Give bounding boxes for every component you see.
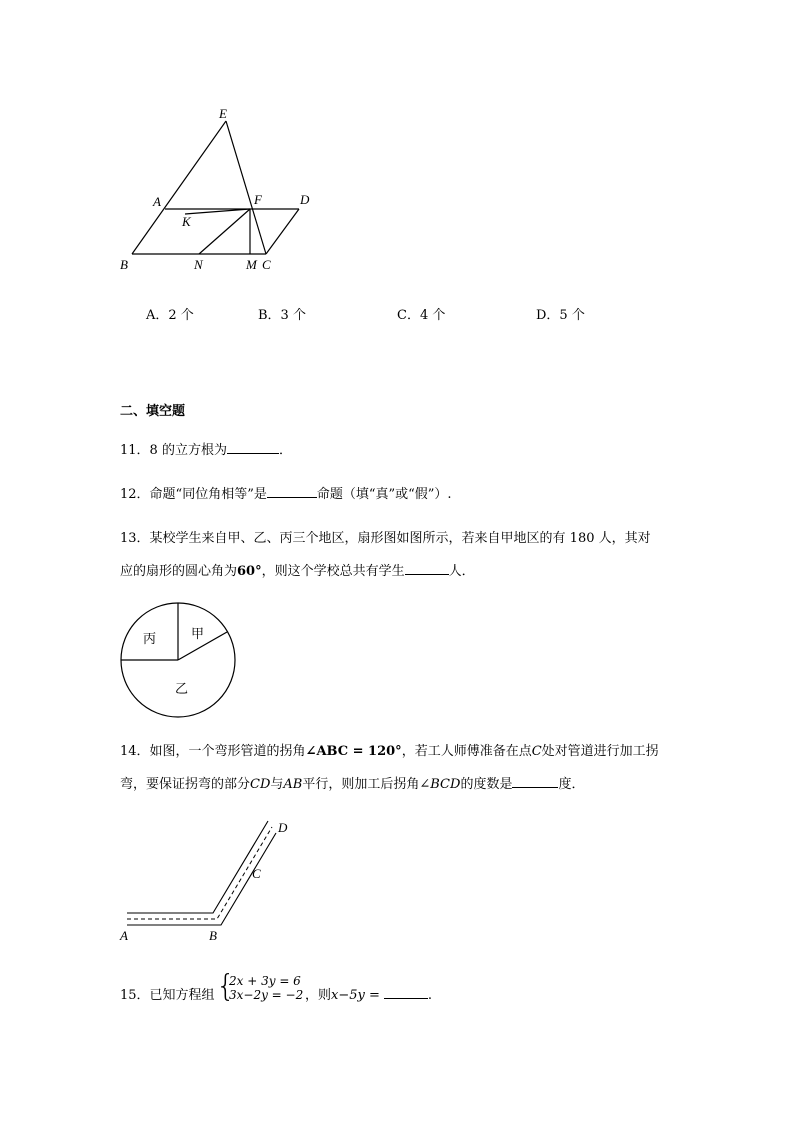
q14-line2-a: 弯，要保证拐弯的部分 bbox=[120, 777, 251, 792]
pipe-label-c: C bbox=[252, 866, 261, 881]
brace-icon: { bbox=[216, 969, 236, 1004]
q14-cd: CD bbox=[250, 777, 271, 792]
point-label-k: K bbox=[182, 214, 191, 229]
q13-line2-suffix: 人． bbox=[448, 564, 475, 579]
q14-ab: AB bbox=[283, 777, 303, 792]
q14-line2-b: 与 bbox=[270, 777, 284, 792]
q14-bcd: ∠BCD bbox=[419, 777, 461, 792]
q13-line2-prefix: 应的扇形的圆心角为 bbox=[120, 564, 238, 579]
point-label-f: F bbox=[254, 192, 262, 207]
point-label-e: E bbox=[219, 106, 227, 121]
point-label-b: B bbox=[120, 257, 128, 272]
pipe-label-a: A bbox=[120, 928, 128, 943]
pipe-label-d: D bbox=[278, 820, 288, 835]
q11-prefix: 11．8 的立方根为 bbox=[120, 443, 227, 458]
question-13-line-1: 13．某校学生来自甲、乙、丙三个地区，扇形图如图所示，若来自甲地区的有 180 人，其对 bbox=[120, 531, 651, 546]
q15-mid: ，则 bbox=[305, 988, 332, 1003]
pie-label-yi: 乙 bbox=[175, 682, 189, 697]
q11-suffix: ． bbox=[278, 443, 292, 458]
q12-suffix: 命题（填“真”或“假”）. bbox=[316, 487, 452, 502]
q15-suffix: . bbox=[427, 988, 433, 1003]
point-label-d: D bbox=[300, 192, 310, 207]
choice-b[interactable]: B．3 个 bbox=[258, 308, 306, 323]
q15-eq1: 2x + 3y = 6 bbox=[229, 974, 301, 988]
point-label-n: N bbox=[194, 257, 203, 272]
q15-expr: x−5y = bbox=[331, 988, 380, 1003]
q14-angle-expr: ∠ABC = 120° bbox=[305, 744, 402, 759]
q15-tail bbox=[305, 984, 432, 1003]
q15-eq2: 3x−2y = −2 bbox=[229, 988, 304, 1002]
q14-line1-prefix: 14．如图，一个弯形管道的拐角 bbox=[120, 744, 306, 759]
choice-a[interactable]: A．2 个 bbox=[146, 308, 194, 323]
pie-label-bing: 丙 bbox=[143, 632, 157, 647]
q14-line1-mid: ，若工人师傅准备在点 bbox=[401, 744, 532, 759]
choice-d[interactable]: D．5 个 bbox=[536, 308, 585, 323]
q15-prefix: 15．已知方程组 bbox=[120, 988, 215, 1003]
section-title: 二、填空题 bbox=[120, 404, 186, 419]
point-label-c: C bbox=[262, 257, 271, 272]
q14-line2-e: 度． bbox=[558, 777, 585, 792]
point-label-a: A bbox=[153, 194, 161, 209]
q14-line2-c: 平行，则加工后拐角 bbox=[302, 777, 420, 792]
pipe-label-b: B bbox=[209, 928, 217, 943]
q14-point-c: C bbox=[531, 744, 542, 759]
q13-angle: 60° bbox=[237, 564, 262, 579]
point-label-m: M bbox=[246, 257, 257, 272]
q14-line1-suffix: 处对管道进行加工拐 bbox=[541, 744, 659, 759]
q12-prefix: 12．命题“同位角相等”是 bbox=[120, 487, 267, 502]
q13-line2-mid: ，则这个学校总共有学生 bbox=[261, 564, 405, 579]
q14-line2-d: 的度数是 bbox=[460, 777, 513, 792]
pie-label-jia: 甲 bbox=[191, 627, 205, 642]
q15-answer-blank[interactable] bbox=[384, 986, 428, 999]
choice-c[interactable]: C．4 个 bbox=[397, 308, 446, 323]
